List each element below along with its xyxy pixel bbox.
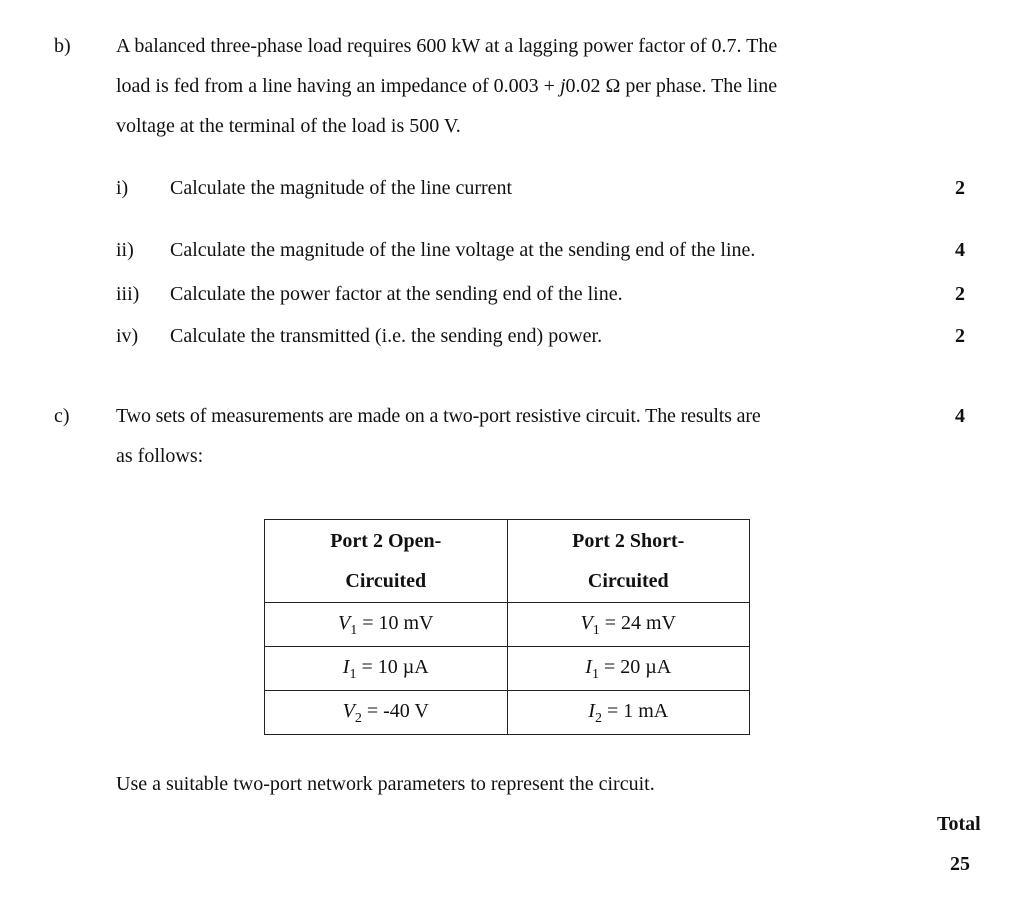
table-header-row xyxy=(265,520,750,603)
table-cell xyxy=(265,691,508,735)
header-short-line-1: Port 2 Short- xyxy=(572,530,685,552)
cell-value: = 1 mA xyxy=(601,700,669,722)
part-b-line-2 xyxy=(116,74,777,98)
item-iv-text: Calculate the transmitted (i.e. the sending end) power. xyxy=(170,325,603,347)
item-iv-number: iv) xyxy=(116,325,139,347)
item-iii-number: iii) xyxy=(116,283,140,305)
item-iii-text: Calculate the power factor at the sending end of the line. xyxy=(170,283,623,305)
item-iii-marks: 2 xyxy=(955,283,965,305)
header-open-circuited xyxy=(265,520,508,603)
table-cell xyxy=(265,647,508,691)
item-i-text: Calculate the magnitude of the line current xyxy=(170,177,513,199)
cell-symbol: I xyxy=(588,700,595,722)
part-c-instruction: Use a suitable two-port network parameters to represent the circuit. xyxy=(116,773,655,795)
cell-value: = 10 µA xyxy=(356,656,429,678)
cell-subscript: 2 xyxy=(594,711,602,726)
item-iv-marks: 2 xyxy=(955,325,965,347)
table-cell xyxy=(507,691,750,735)
table-row xyxy=(265,647,750,691)
item-ii-marks: 4 xyxy=(955,239,965,261)
total-label: Total xyxy=(937,813,981,835)
cell-subscript: 1 xyxy=(350,623,358,638)
part-b-line-1: A balanced three-phase load requires 600 kW at a lagging power factor of 0.7. The xyxy=(116,35,778,57)
cell-subscript: 2 xyxy=(354,711,362,726)
cell-symbol: V xyxy=(342,700,355,722)
cell-subscript: 1 xyxy=(592,623,600,638)
table-cell xyxy=(507,647,750,691)
item-ii-text: Calculate the magnitude of the line voltage at the sending end of the line. xyxy=(170,239,756,261)
part-c-marks: 4 xyxy=(955,405,965,427)
cell-symbol: I xyxy=(585,656,592,678)
header-short-circuited xyxy=(507,520,750,603)
total-value: 25 xyxy=(950,853,970,875)
cell-symbol: I xyxy=(342,656,350,678)
header-open-line-2: Circuited xyxy=(345,570,427,592)
cell-value: = 10 mV xyxy=(357,612,434,634)
item-i-number: i) xyxy=(116,177,129,199)
header-short-line-2: Circuited xyxy=(587,570,669,592)
item-i-marks: 2 xyxy=(955,177,965,199)
item-ii-number: ii) xyxy=(116,239,134,261)
part-b-label: b) xyxy=(54,35,71,57)
table-row xyxy=(265,691,750,735)
cell-value: = 24 mV xyxy=(599,612,676,634)
table-cell xyxy=(265,603,508,647)
cell-value: = -40 V xyxy=(361,700,429,722)
part-b-line-2-after: 0.02 Ω per phase. The line xyxy=(565,75,778,97)
part-c-label: c) xyxy=(54,405,70,427)
cell-symbol: V xyxy=(580,612,593,634)
part-c-line-1: Two sets of measurements are made on a two-port resistive circuit. The results are xyxy=(116,405,761,427)
measurement-table xyxy=(264,519,750,735)
part-c-line-2: as follows: xyxy=(116,445,204,467)
table-cell xyxy=(507,603,750,647)
cell-symbol: V xyxy=(338,612,351,634)
part-b-line-2-before: load is fed from a line having an impedance of 0.003 + xyxy=(116,75,560,97)
cell-value: = 20 µA xyxy=(598,656,672,678)
part-b-line-3: voltage at the terminal of the load is 500 V. xyxy=(116,115,461,137)
part-b-line-2-j: j xyxy=(559,75,566,97)
header-open-line-1: Port 2 Open- xyxy=(330,530,442,552)
table-row xyxy=(265,603,750,647)
cell-subscript: 1 xyxy=(591,667,599,682)
cell-subscript: 1 xyxy=(349,667,357,682)
